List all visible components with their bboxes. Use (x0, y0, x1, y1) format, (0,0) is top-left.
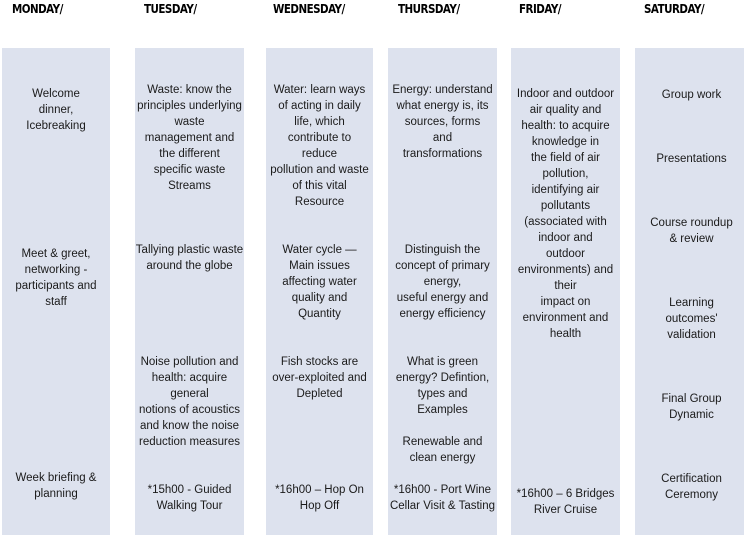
monday-header: MONDAY/ (12, 2, 63, 16)
saturday-header: SATURDAY/ (644, 2, 705, 16)
wednesday-activity-3: Fish stocks are over-exploited and Depleted (272, 356, 367, 400)
saturday-activity-4: Learning outcomes' validation (665, 297, 718, 341)
monday-activity-3: Week briefing & planning (15, 472, 97, 500)
saturday-activity-2: Presentations (656, 153, 727, 165)
friday-activity-2: *16h00 – 6 Bridges River Cruise (516, 488, 615, 516)
saturday-activity-6: Certification Ceremony (661, 473, 722, 501)
friday-header: FRIDAY/ (519, 2, 562, 16)
friday-activity-1: Indoor and outdoor air quality and health: to acquire knowledge in the field of air pollution, identifying air pollutants (associated with indoor and outdoor environments) and their impact on environment and health (516, 88, 615, 340)
saturday-column (635, 48, 744, 535)
thursday-activity-4: Renewable and clean energy (402, 436, 483, 464)
tuesday-activity-4: *15h00 - Guided Walking Tour (147, 484, 232, 512)
thursday-activity-5: *16h00 - Port Wine Cellar Visit & Tasting (389, 484, 496, 512)
wednesday-activity-2: Water cycle — Main issues affecting water quality and Quantity (282, 244, 357, 320)
saturday-activity-3: Course roundup & review (650, 217, 733, 245)
tuesday-activity-2: Tallying plastic waste around the globe (135, 244, 244, 272)
thursday-activity-1: Energy: understand what energy is, its sources, forms and transformations (392, 84, 493, 160)
wednesday-activity-4: *16h00 – Hop On Hop Off (275, 484, 364, 512)
tuesday-activity-3: Noise pollution and health: acquire general notions of acoustics and know the noise reduction measures (138, 356, 240, 448)
tuesday-header: TUESDAY/ (144, 2, 197, 16)
wednesday-activity-1: Water: learn ways of acting in daily life, which contribute to reduce pollution and waste of this vital Resource (270, 84, 369, 208)
thursday-header: THURSDAY/ (398, 2, 460, 16)
monday-activity-2: Meet & greet, networking - participants and staff (15, 248, 97, 308)
saturday-activity-5: Final Group Dynamic (661, 393, 722, 421)
thursday-activity-2: Distinguish the concept of primary energy, useful energy and energy efficiency (395, 244, 490, 320)
saturday-activity-1: Group work (661, 89, 722, 101)
wednesday-header: WEDNESDAY/ (273, 2, 345, 16)
monday-activity-1: Welcome dinner, Icebreaking (26, 88, 86, 132)
tuesday-activity-1: Waste: know the principles underlying waste management and the different specific waste Streams (137, 84, 242, 192)
thursday-activity-3: What is green energy? Defintion, types and Examples (395, 356, 490, 416)
